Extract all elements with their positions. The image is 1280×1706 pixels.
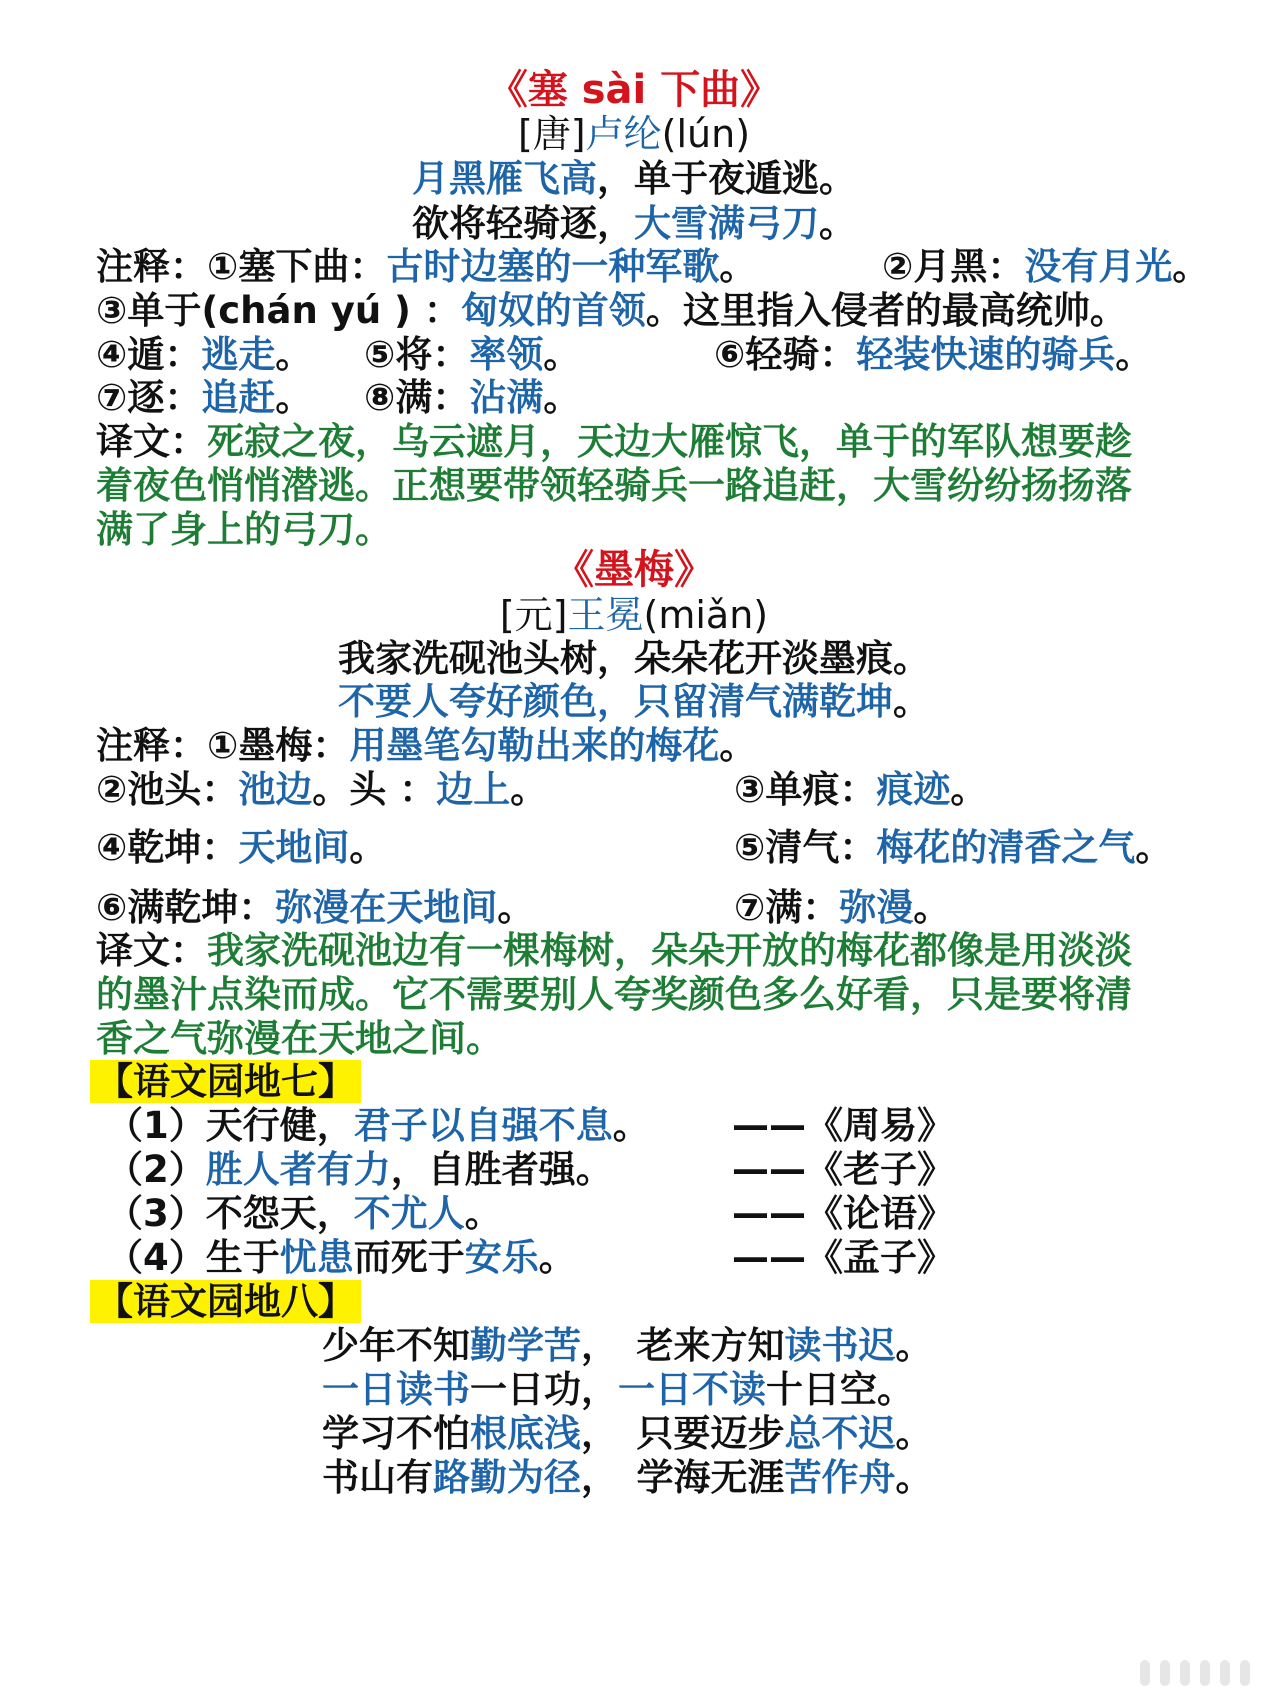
poem2-note-4: ④乾坤：天地间。 (96, 826, 387, 869)
poem1-verse-2-highlight: 大雪满弓刀 (634, 202, 819, 245)
poem1-title-pinyin: sài (581, 67, 647, 113)
poem1-translation-2: 着夜色悄悄潜逃。正想要带领轻骑兵一路追赶，大雪纷纷扬扬落 (96, 464, 1132, 507)
poem2-author-pinyin: (miǎn) (643, 593, 769, 637)
poem2-translation-3: 香之气弥漫在天地之间。 (96, 1017, 503, 1060)
garden7-heading-text: 【语文园地七】 (90, 1060, 361, 1103)
garden7-heading (90, 1058, 1200, 1106)
poem2-note-7: ⑦满：弥漫。 (734, 886, 951, 929)
garden7-source: ——《论语》 (732, 1192, 954, 1235)
poem1-note-row-1 (96, 243, 1210, 291)
garden8-heading-text: 【语文园地八】 (90, 1280, 361, 1323)
page-indicator-bar (1240, 1660, 1250, 1686)
poem2-author-line (96, 591, 1172, 639)
poem2-author: 王冕 (567, 593, 644, 637)
poem2-verse-2 (96, 678, 1172, 726)
poem2-note-row-3 (96, 824, 1206, 872)
poem1-verse-2-start: 欲将轻骑逐， (412, 202, 634, 245)
poem2-translation-text-1: 我家洗砚池边有一棵梅树，朵朵开放的梅花都像是用淡淡 (207, 929, 1132, 972)
garden8-line: 学习不怕根底浅， 只要迈步总不迟。 (322, 1412, 933, 1455)
poem1-note-6: ⑥轻骑：轻装快速的骑兵。 (714, 333, 1153, 376)
poem2-verse-2-end: 。 (893, 680, 930, 723)
poem1-verse-2 (96, 200, 1172, 248)
poem1-note-3-label: ③单于(chán yú ) ： (96, 289, 461, 332)
poem1-note-row-2 (96, 287, 1206, 335)
poem1-note-2: ②月黑：没有月光。 (882, 245, 1210, 288)
poem1-note-7: ⑦逐：追赶。 (96, 376, 313, 419)
poem1-note-5: ⑤将：率领。 (364, 333, 581, 376)
poem2-translation-2: 的墨汁点染而成。它不需要别人夸奖颜色多么好看，只是要将清 (96, 973, 1132, 1016)
poem2-note-2: ②池头：池边。头 ：边上。 (96, 768, 548, 811)
poem1-verse-1-highlight: 月黑雁飞高 (412, 157, 597, 200)
poem2-note-5: ⑤清气：梅花的清香之气。 (734, 826, 1173, 869)
poem1-author-pinyin: (lún) (661, 112, 751, 156)
garden8-line: 书山有路勤为径， 学海无涯苦作舟。 (322, 1456, 933, 1499)
page-indicator-bar (1140, 1660, 1150, 1686)
poem2-dynasty: [元] (499, 593, 568, 637)
poem2-verse-2-highlight: 不要人夸好颜色，只留清气满乾坤 (338, 680, 893, 723)
poem1-author: 卢纶 (585, 112, 662, 156)
poem1-translation-label: 译文： (96, 420, 207, 463)
garden7-source: ——《老子》 (732, 1148, 954, 1191)
poem1-note-row-3 (96, 331, 1206, 379)
page-indicator-bar (1220, 1660, 1230, 1686)
poem1-note-1: 注释：①塞下曲：古时边塞的一种军歌。 (96, 245, 757, 288)
garden8-heading (90, 1278, 1200, 1326)
garden7-item: （2）胜人者有力，自胜者强。 ——《老子》 (96, 1146, 1206, 1194)
poem1-title (96, 66, 1172, 114)
poem1-note-3-value: 匈奴的首领 (460, 289, 646, 332)
poem1-verse-1 (96, 155, 1172, 203)
garden7-source: ——《孟子》 (732, 1236, 954, 1279)
garden7-item: （1）天行健，君子以自强不息。 ——《周易》 (96, 1102, 1206, 1150)
garden7-item: （3）不怨天，不尤人。 ——《论语》 (96, 1190, 1206, 1238)
poem1-translation-3: 满了身上的弓刀。 (96, 508, 392, 551)
poem2-note-3: ③单痕：痕迹。 (734, 768, 988, 811)
poem1-note-row-4 (96, 374, 1206, 422)
poem1-title-open: 《塞 (487, 67, 568, 113)
page-indicator-bar (1160, 1660, 1170, 1686)
page-indicator-bar (1180, 1660, 1190, 1686)
poem2-title: 《墨梅》 (554, 547, 714, 593)
poem2-verse-1: 我家洗砚池头树，朵朵花开淡墨痕。 (338, 637, 930, 680)
garden7-item: （4）生于忧患而死于安乐。 ——《孟子》 (96, 1234, 1206, 1282)
poem2-note-row-1: 注释：①墨梅：用墨笔勾勒出来的梅花。 (96, 724, 757, 767)
poem2-note-6: ⑥满乾坤：弥漫在天地间。 (96, 886, 535, 929)
poem1-dynasty: [唐] (517, 112, 586, 156)
page-indicator-bar (1200, 1660, 1210, 1686)
poem2-translation-1 (96, 927, 1206, 975)
poem1-note-4: ④遁：逃走。 (96, 333, 313, 376)
poem1-translation-1 (96, 418, 1206, 466)
garden7-source: ——《周易》 (732, 1104, 954, 1147)
poem2-translation-label: 译文： (96, 929, 207, 972)
page-indicator (1140, 1660, 1250, 1686)
poem1-author-line (96, 110, 1172, 158)
poem1-translation-text-1: 死寂之夜，乌云遮月，天边大雁惊飞，单于的军队想要趁 (207, 420, 1132, 463)
poem1-verse-1-rest: ，单于夜遁逃。 (597, 157, 856, 200)
garden8-line: 一日读书一日功，一日不读十日空。 (322, 1368, 914, 1411)
poem1-title-close: 下曲》 (660, 67, 781, 113)
garden8-line: 少年不知勤学苦， 老来方知读书迟。 (322, 1324, 933, 1367)
poem1-note-3-rest: 。这里指入侵者的最高统帅。 (645, 289, 1127, 332)
poem2-note-row-4 (96, 884, 1206, 932)
poem1-note-8: ⑧满：沾满。 (364, 376, 581, 419)
poem2-note-row-2 (96, 766, 1206, 814)
poem1-verse-2-end: 。 (819, 202, 856, 245)
